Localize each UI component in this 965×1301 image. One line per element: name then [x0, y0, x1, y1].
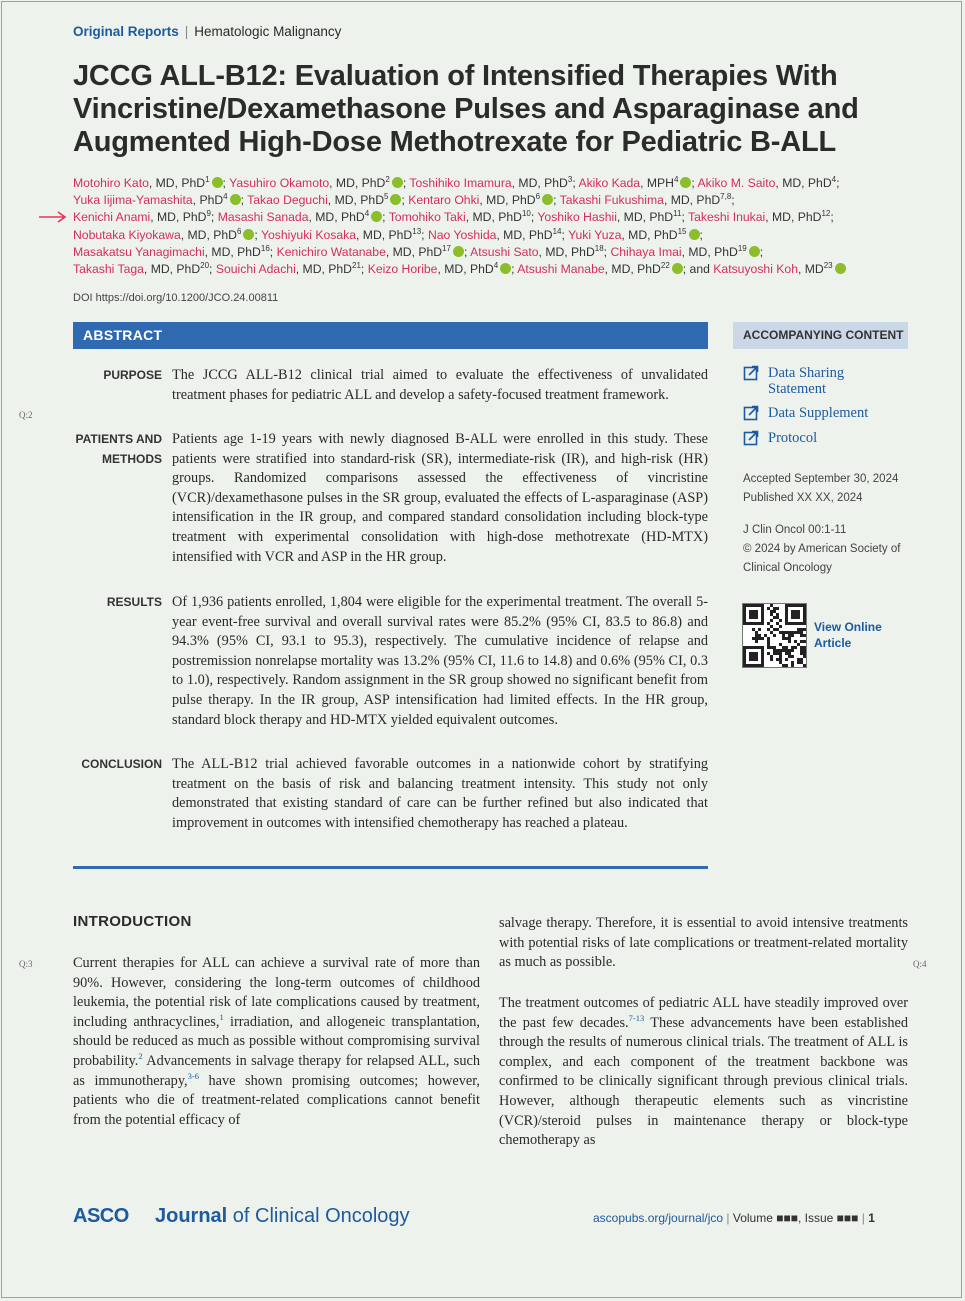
affiliation-number: 23: [823, 260, 833, 270]
author-name-link[interactable]: Takashi Taga: [73, 262, 144, 277]
author-name-link[interactable]: Motohiro Kato: [73, 176, 149, 190]
reference-link[interactable]: 1: [219, 1012, 224, 1023]
affiliation-number: 6: [236, 226, 242, 236]
author-name-link[interactable]: Kentaro Ohki: [408, 193, 480, 208]
citation-block: [743, 521, 900, 578]
author-entry: Katsuyoshi Koh, MD$^{23}$: [713, 262, 845, 276]
author-name-link[interactable]: Akiko Kada: [578, 176, 641, 190]
purpose-label: PURPOSE: [103, 368, 162, 382]
orcid-icon[interactable]: [392, 177, 403, 188]
author-entry: Takao Deguchi, MD, PhD$^5$ ;: [247, 192, 409, 208]
introduction-heading: INTRODUCTION: [73, 913, 192, 930]
author-name-link[interactable]: Toshihiko Imamura: [409, 176, 512, 190]
author-entry: Akiko Kada, MPH$^4$ ;: [578, 174, 698, 190]
author-name-link[interactable]: Yoshiko Hashii: [537, 210, 617, 225]
results-text: Of 1,936 patients enrolled, 1,804 were eligible for the experimental treatment. The overall 5-year event-free survival and overall survival rates were 85.2% (95% CI, 83.5 to 86.8) and 94.3% (95% CI, 93.1 to 95.3), respectively. The cumulative incidence of relapse and postremission nonrelapse mortality was 13.2% (95% CI, 11.6 to 14.8) and 0.6% (95% CI, 0.3 to 1.0), respectively. Random assignment in the SR group showed no significant benefit from pulse therapy. In the IR group, ASP intensification had limited effects. In the HR group, standard block therapy and HD-MTX yielded equivalent outcomes.: [172, 594, 708, 728]
author-entry: Kenichiro Watanabe, MD, PhD$^{17}$ ;: [276, 243, 471, 259]
protocol-label: Protocol: [768, 430, 818, 446]
intro-text-1d: have shown promising outcomes; however, patients who die of treatment-related complications cannot benefit from the potential efficacy of: [73, 1072, 480, 1128]
subsection-label: Hematologic Malignancy: [194, 24, 342, 39]
author-name-link[interactable]: Kenichiro Watanabe: [276, 244, 386, 259]
citation: J Clin Oncol 00:1-11: [743, 524, 847, 536]
orcid-icon[interactable]: [835, 263, 846, 274]
intro-text-1a: Current therapies for ALL can achieve a survival rate of more than 90%. However, considering the long-term outcomes of childhood leukemia, the potential risk of late complications caused by treatment, including anthracyclines,: [73, 955, 480, 1030]
purpose-text: The JCCG ALL-B12 clinical trial aimed to evaluate the effectiveness of unvalidated treatment phases for pediatric ALL and develop a safety-focused treatment framework.: [172, 367, 708, 403]
author-entry: Yasuhiro Okamoto, MD, PhD$^2$ ;: [229, 174, 410, 190]
author-name-link[interactable]: Tomohiko Taki: [388, 210, 466, 225]
query-marker-q4[interactable]: Q:4: [913, 959, 927, 969]
affiliation-number: 9: [206, 209, 211, 219]
affiliation-number: 4: [493, 260, 499, 270]
conclusion-label: CONCLUSION: [81, 757, 162, 771]
author-name-link[interactable]: Souichi Adachi: [215, 262, 296, 277]
intro-column-1: [73, 954, 480, 1130]
section-line: Original Reports | Hematologic Malignancy: [73, 24, 342, 39]
orcid-icon[interactable]: [243, 229, 254, 240]
journal-logo-rest: of Clinical Oncology: [227, 1205, 410, 1227]
affiliation-number: 14: [552, 226, 562, 236]
affiliation-number: 19: [737, 243, 747, 253]
section-label[interactable]: Original Reports: [73, 24, 179, 39]
author-name-link[interactable]: Takeshi Inukai: [688, 210, 766, 225]
intro-text-2b: These advancements have been established through the results of numerous clinical trials. The treatment of ALL is complex, and each component of the treatment backbone was confirmed to be clinically significant through previous clinical trials. However, although therapeutic elements such as vincristine (VCR)/steroid pulses in maintenance therapy or block-type chemotherapy as: [499, 1014, 908, 1149]
methods-label: [52, 430, 162, 469]
copyright-line2: Clinical Oncology: [743, 562, 832, 574]
abstract-heading: ABSTRACT: [73, 322, 708, 349]
author-entry: Yoshiyuki Kosaka, MD, PhD$^{13}$;: [260, 226, 428, 242]
copyright-line1: © 2024 by American Society of: [743, 543, 901, 555]
data-sharing-line1: Data Sharing: [768, 365, 845, 381]
view-online-link[interactable]: [814, 619, 882, 651]
author-name-link[interactable]: Nao Yoshida: [427, 227, 497, 242]
author-entry: Takashi Fukushima, MD, PhD$^{7,8}$;: [559, 192, 735, 208]
author-entry: Nobutaka Kiyokawa, MD, PhD$^6$ ;: [73, 226, 261, 242]
intro-column-2-para-2: [499, 994, 908, 1151]
published-date: Published XX XX, 2024: [743, 492, 863, 504]
protocol-link[interactable]: [743, 430, 903, 446]
methods-label-line1: PATIENTS AND: [75, 432, 162, 446]
orcid-icon[interactable]: [672, 263, 683, 274]
author-entry: Masakatsu Yanagimachi, MD, PhD$^{16}$;: [73, 243, 277, 259]
affiliation-number: 21: [352, 260, 361, 270]
data-supplement-label: Data Supplement: [768, 405, 869, 421]
methods-label-line2: METHODS: [102, 451, 162, 466]
doi-link[interactable]: DOI https://doi.org/10.1200/JCO.24.00811: [73, 292, 279, 304]
author-name-link[interactable]: Yoshiyuki Kosaka: [260, 227, 357, 242]
author-entry: Atsushi Sato, MD, PhD$^{18}$;: [470, 243, 611, 259]
author-name-link[interactable]: Takao Deguchi: [247, 193, 328, 208]
view-online-line2: Article: [814, 636, 852, 650]
methods-text: Patients age 1-19 years with newly diagnosed B-ALL were enrolled in this study. These patients were stratified into standard-risk (SR), intermediate-risk (IR), and high-risk (HR) groups. Randomized comparisons assessed the effectiveness of vincristine (VCR)/dexamethasone pulses in the SR group, evaluated the effects of L-asparaginase (ASP) intensification in the IR group, and compared standard consolidation including block-type treatment with experimental consolidation with high-dose methotrexate (HD-MTX) intensified with VCR and ASP in the HR group.: [172, 431, 708, 565]
author-entry: Kenichi Anami, MD, PhD$^9$;: [73, 209, 218, 225]
affiliation-number: 4: [364, 209, 370, 219]
reference-link[interactable]: 3-6: [187, 1070, 199, 1081]
author-entry: Nao Yoshida, MD, PhD$^{14}$;: [427, 226, 569, 242]
affiliation-number: 6: [535, 192, 541, 202]
affiliation-number: 17: [442, 243, 451, 253]
author-entry: Atsushi Manabe, MD, PhD$^{22}$ ; and: [517, 260, 714, 277]
intro-column-2-para-1: salvage therapy. Therefore, it is essential to avoid intensive treatments with potential risks of late complications or treatment-related mortality as much as possible.: [499, 915, 908, 971]
external-link-icon: [743, 405, 759, 421]
author-entry: Yuka Iijima-Yamashita, PhD$^4$ ;: [73, 192, 248, 208]
orcid-icon[interactable]: [453, 246, 464, 257]
affiliation-number: 3: [567, 174, 573, 184]
affiliation-number: 5: [384, 192, 389, 202]
author-entry: Toshihiko Imamura, MD, PhD$^3$;: [409, 174, 579, 190]
volume-issue: Volume ■■■, Issue ■■■: [732, 1211, 859, 1225]
asco-logo: ASCO: [73, 1205, 129, 1227]
data-supplement-link[interactable]: [743, 405, 903, 421]
query-marker-q2[interactable]: Q:2: [19, 410, 33, 420]
author-name-link[interactable]: Keizo Horibe: [367, 262, 438, 277]
author-name-link[interactable]: Yuki Yuza: [568, 227, 622, 242]
author-entry: Motohiro Kato, MD, PhD$^1$ ;: [73, 174, 230, 190]
orcid-icon[interactable]: [212, 177, 223, 188]
author-entry: Keizo Horibe, MD, PhD$^4$ ;: [367, 260, 518, 277]
affiliation-number: 4: [673, 174, 679, 184]
affiliation-number: 4: [831, 174, 837, 184]
author-entry: Kentaro Ohki, MD, PhD$^6$ ;: [408, 192, 560, 208]
orcid-icon[interactable]: [749, 246, 760, 257]
affiliation-number: 18: [594, 243, 604, 253]
journal-url-link[interactable]: ascopubs.org/journal/jco: [593, 1211, 724, 1225]
arrow-icon: [38, 211, 68, 223]
author-name-link[interactable]: Atsushi Sato: [470, 244, 539, 259]
affiliation-number: 15: [677, 226, 687, 236]
view-online-line1: View Online: [814, 620, 882, 634]
intro-text-1c: Advancements in salvage therapy for relapsed ALL, such as immunotherapy,: [73, 1052, 480, 1089]
author-name-link[interactable]: Yasuhiro Okamoto: [229, 176, 330, 190]
accepted-date: Accepted September 30, 2024: [743, 473, 899, 485]
orcid-icon[interactable]: [390, 194, 401, 205]
author-name-link[interactable]: Nobutaka Kiyokawa: [73, 227, 181, 242]
author-name-link[interactable]: Atsushi Manabe: [517, 262, 605, 277]
external-link-icon: [743, 430, 759, 446]
affiliation-number: 12: [821, 209, 831, 219]
author-entry: Takeshi Inukai, MD, PhD$^{12}$;: [688, 209, 834, 225]
author-name-link[interactable]: Yuka Iijima-Yamashita: [73, 193, 193, 208]
author-name-link[interactable]: Masakatsu Yanagimachi: [73, 244, 205, 259]
data-sharing-link[interactable]: [743, 365, 903, 397]
affiliation-number: 13: [412, 226, 422, 236]
author-entry: Yuki Yuza, MD, PhD$^{15}$ ;: [568, 226, 703, 242]
orcid-icon[interactable]: [371, 211, 382, 222]
author-entry: Souichi Adachi, MD, PhD$^{21}$;: [215, 260, 368, 277]
author-entry: Chihaya Imai, MD, PhD$^{19}$ ;: [610, 243, 764, 259]
author-entry: Takashi Taga, MD, PhD$^{20}$;: [73, 260, 216, 277]
affiliation-number: 16: [260, 243, 270, 253]
article-title: JCCG ALL-B12: Evaluation of Intensified Therapies With Vincristine/Dexamethasone Pulses and Asparaginase and Augmented High-Dose Methotrexate for Pediatric B-ALL: [73, 60, 859, 158]
intro-text-2a: The treatment outcomes of pediatric ALL have steadily improved over the past few decades.: [499, 995, 908, 1031]
query-marker-q3[interactable]: Q:3: [19, 959, 33, 969]
data-sharing-line2: Statement: [768, 381, 826, 397]
author-name-link[interactable]: Takashi Fukushima: [559, 193, 664, 208]
affiliation-number: 1: [205, 174, 210, 184]
results-label: RESULTS: [106, 595, 162, 609]
orcid-icon[interactable]: [680, 177, 691, 188]
author-name-link[interactable]: Kenichi Anami: [73, 210, 151, 225]
external-link-icon: [743, 365, 759, 381]
author-list: [73, 175, 923, 278]
accompanying-content-heading: ACCOMPANYING CONTENT: [733, 322, 908, 349]
affiliation-number: 20: [200, 260, 210, 270]
orcid-icon[interactable]: [500, 263, 511, 274]
author-entry: Akiko M. Saito, MD, PhD$^4$;: [697, 174, 840, 190]
reference-link[interactable]: 7-13: [628, 1012, 645, 1023]
orcid-icon[interactable]: [542, 194, 553, 205]
affiliation-number: 11: [673, 209, 682, 219]
journal-logo-bold: Journal: [155, 1205, 228, 1227]
affiliation-number: 22: [660, 260, 670, 270]
footer-info: ascopubs.org/journal/jco | Volume ■■■, Issue ■■■ | 1: [593, 1211, 875, 1225]
intro-text-1b: irradiation, and allogeneic transplantation, should be reduced as much as possible without compromising survival probability.: [73, 1013, 480, 1069]
author-entry: Masashi Sanada, MD, PhD$^4$ ;: [217, 209, 389, 225]
author-name-link[interactable]: Katsuyoshi Koh: [713, 262, 798, 277]
orcid-icon[interactable]: [689, 229, 700, 240]
author-entry: Yoshiko Hashii, MD, PhD$^{11}$;: [537, 209, 688, 225]
affiliation-number: 7,8: [720, 192, 732, 202]
author-name-link[interactable]: Chihaya Imai: [610, 244, 682, 259]
affiliation-number: 2: [385, 174, 390, 184]
orcid-icon[interactable]: [230, 194, 241, 205]
affiliation-number: 4: [223, 192, 228, 202]
abstract-divider: [73, 866, 708, 869]
reference-link[interactable]: 2: [138, 1051, 143, 1062]
page-number: 1: [868, 1211, 875, 1225]
author-name-link[interactable]: Masashi Sanada: [217, 210, 309, 225]
publication-dates: [743, 470, 898, 508]
affiliation-number: 10: [521, 209, 531, 219]
author-entry: Tomohiko Taki, MD, PhD$^{10}$;: [388, 209, 538, 225]
conclusion-text: The ALL-B12 trial achieved favorable outcomes in a nationwide cohort by stratifying treatment on the basis of risk and balancing treatment intensity. This study not only demonstrated that existing standard of care can be further refined but also indicated that improvement in outcomes with intensified chemotherapy has reached a plateau.: [172, 756, 708, 831]
qr-code-icon[interactable]: [742, 603, 807, 668]
author-name-link[interactable]: Akiko M. Saito: [697, 176, 776, 190]
journal-logo: [155, 1205, 410, 1228]
